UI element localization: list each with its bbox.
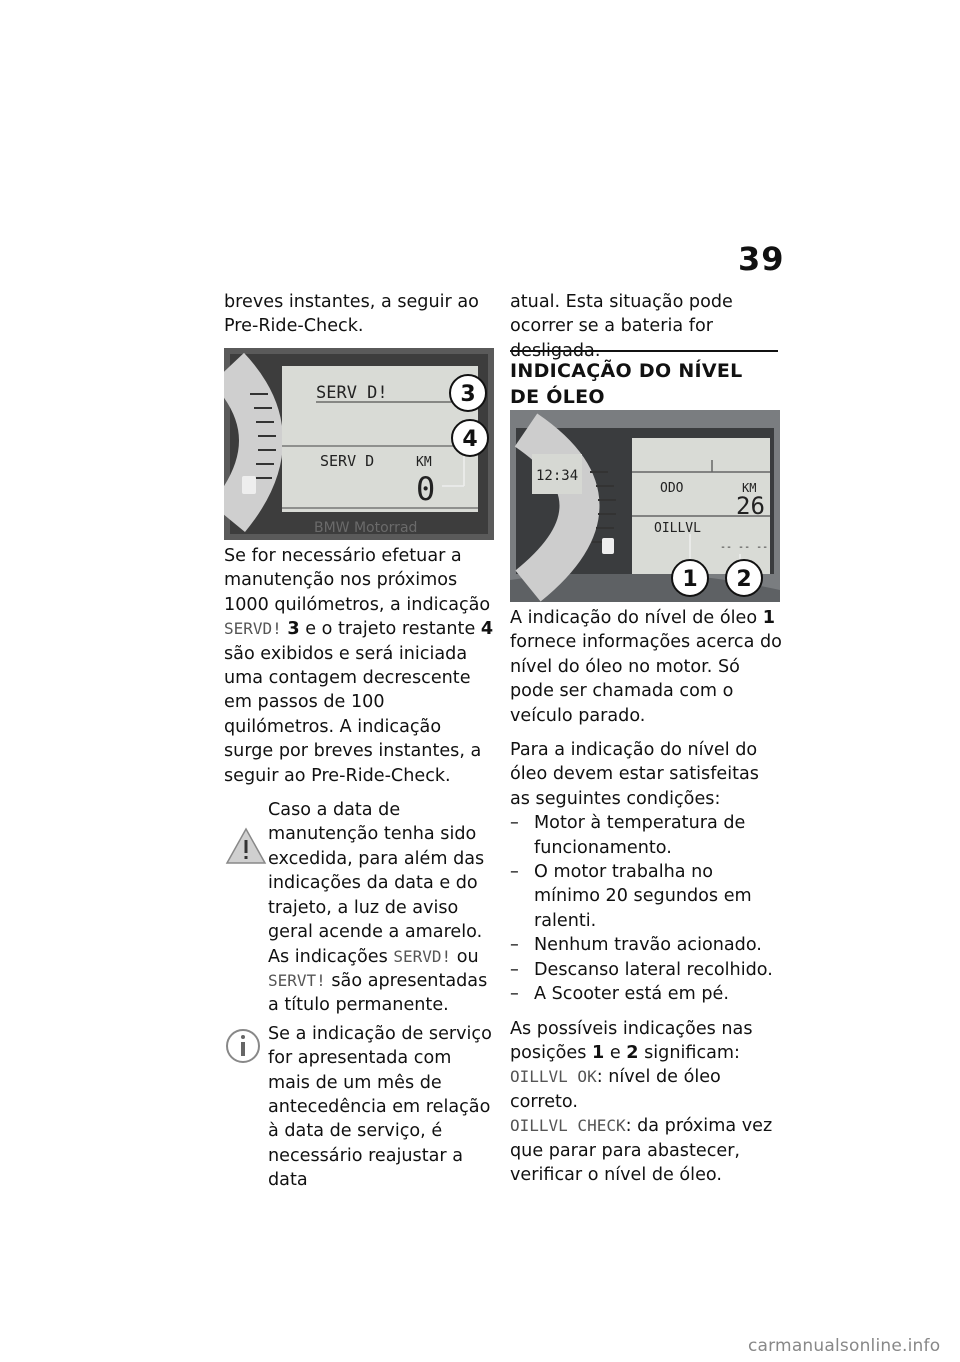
condition-item: – O motor trabalha no mínimo 20 segundos em ralenti. bbox=[510, 862, 752, 931]
right-column-body bbox=[510, 606, 782, 1187]
oil-ok-meaning: OILLVL OK: nível de óleo correto. bbox=[510, 1067, 721, 1112]
lcd-odo-value: 26 bbox=[736, 492, 765, 520]
oil-level-display-figure bbox=[510, 410, 780, 602]
service-paragraph: Se for necessário efetuar a manutenção nos próximos 1000 quilómetros, a indicação SERVD! 3 e o trajeto restante 4 são exibidos e será iniciada uma contagem decrescente em passos de 100 quilómetros. A indicação surge por breves instantes, a seguir ao Pre-Ride-Check. bbox=[224, 546, 494, 786]
callout-1: 1 bbox=[682, 567, 698, 592]
warning-text: Caso a data de manutenção tenha sido excedida, para além das indicações da data e do trajeto, a luz de aviso geral acende a amarelo. As indicações SERVD! ou SERVT! são apresentadas a título permanente. bbox=[268, 800, 488, 1016]
info-note bbox=[224, 1022, 494, 1193]
condition-item: – Motor à temperatura de funcionamento. bbox=[510, 813, 746, 858]
fuel-icon bbox=[602, 538, 614, 554]
oil-level-paragraph: A indicação do nível de óleo 1 fornece informações acerca do nível do óleo no motor. Só pode ser chamada com o veículo parado. bbox=[510, 608, 782, 726]
oil-check-meaning: OILLVL CHECK: da próxima vez que parar para abastecer, verificar o nível de óleo. bbox=[510, 1116, 773, 1185]
fuel-icon bbox=[242, 476, 256, 494]
lcd-unit-km: KM bbox=[416, 455, 432, 470]
lcd-serv-top: SERV D! bbox=[316, 383, 388, 403]
condition-item: – Nenhum travão acionado. bbox=[510, 935, 762, 956]
left-intro-text: breves instantes, a seguir ao Pre-Ride-Check. bbox=[224, 292, 479, 337]
lcd-odo-unit: KM bbox=[742, 481, 757, 495]
callout-2: 2 bbox=[736, 567, 752, 592]
condition-item: – A Scooter está em pé. bbox=[510, 984, 729, 1005]
lcd-serv-bottom: SERV D bbox=[320, 452, 375, 470]
left-column-top bbox=[224, 290, 494, 339]
info-text: Se a indicação de serviço for apresentada com mais de um mês de antecedência em relação à data de serviço, é necessário reajustar a data bbox=[268, 1023, 492, 1191]
section-heading: INDICAÇÃO DO NÍVEL DE ÓLEO bbox=[510, 350, 778, 410]
conditions-intro: Para a indicação do nível do óleo devem estar satisfeitas as seguintes condições: bbox=[510, 740, 759, 809]
brand-text: BMW Motorrad bbox=[314, 520, 418, 536]
warning-note bbox=[224, 798, 494, 1018]
condition-item: – Descanso lateral recolhido. bbox=[510, 959, 773, 980]
indications-intro: As possíveis indicações nas posições 1 e 2 significam: bbox=[510, 1018, 753, 1063]
lcd-oil-label: OILLVL bbox=[654, 521, 701, 536]
lcd-clock: 12:34 bbox=[536, 468, 579, 484]
callout-4: 4 bbox=[462, 427, 478, 452]
lcd-trip-value: 0 bbox=[416, 470, 436, 508]
conditions-list bbox=[510, 811, 782, 1006]
page-number: 39 bbox=[738, 240, 785, 278]
callout-3: 3 bbox=[460, 382, 476, 407]
lcd-oil-status: -- -- -- bbox=[720, 542, 769, 553]
lcd-odo-label: ODO bbox=[660, 481, 684, 496]
info-icon bbox=[224, 1026, 262, 1066]
right-intro-text: atual. Esta situação pode ocorrer se a bateria for desligada. bbox=[510, 292, 733, 361]
service-display-figure bbox=[224, 348, 494, 540]
left-column-body bbox=[224, 544, 494, 1193]
footer-watermark: carmanualsonline.info bbox=[748, 1336, 941, 1356]
warning-triangle-icon bbox=[224, 826, 268, 866]
